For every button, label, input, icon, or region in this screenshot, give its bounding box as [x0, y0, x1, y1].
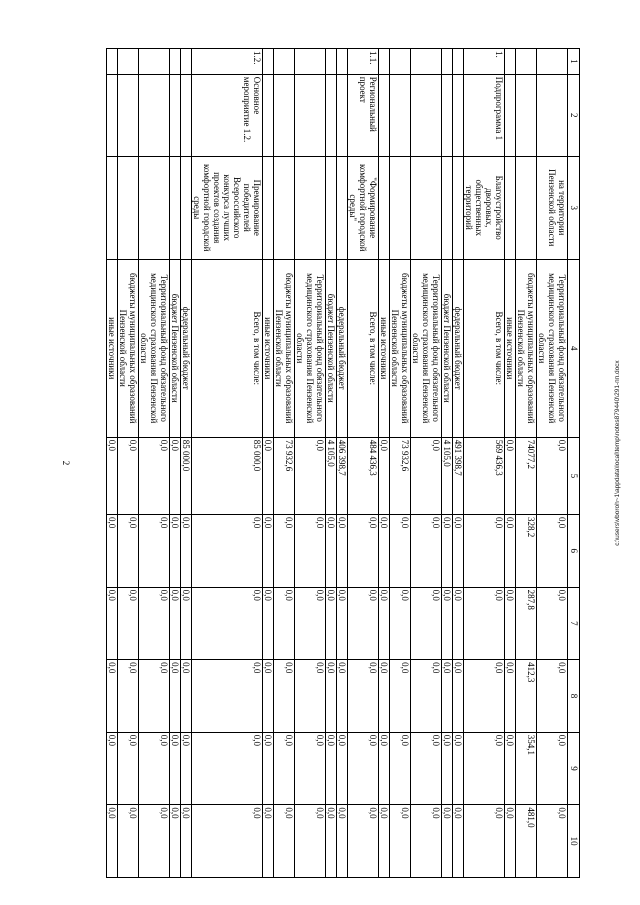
table-row [453, 49, 464, 878]
table-cell-3 [379, 156, 390, 259]
table-cell-4: Всего, в том числе: [464, 259, 505, 437]
table-cell-9: 0,0 [411, 732, 442, 805]
table-cell-3 [505, 156, 516, 259]
header-cell: 9 [568, 732, 580, 805]
table-header-row [568, 49, 580, 878]
table-cell-2: Региональный проект [348, 74, 379, 156]
table-cell-4: бюджеты муниципальных образований Пензенской области [118, 259, 139, 437]
page-number: 2 [61, 460, 71, 466]
table-row [181, 49, 192, 878]
table-cell-9: 0,0 [464, 732, 505, 805]
table-cell-1 [263, 49, 274, 75]
table-cell-9: 0,0 [442, 732, 453, 805]
table-cell-7: 0,0 [326, 587, 337, 660]
table-cell-6: 0,0 [263, 514, 274, 587]
table-cell-5: 0,0 [537, 437, 568, 514]
header-cell: 2 [568, 74, 580, 156]
table-row [464, 49, 505, 878]
table-cell-8: 0,0 [181, 660, 192, 733]
table-cell-3 [139, 156, 170, 259]
table-cell-5: 484 436,3 [348, 437, 379, 514]
table-cell-10: 0,0 [170, 805, 181, 878]
table-cell-7: 0,0 [295, 587, 326, 660]
header-cell: 6 [568, 514, 580, 587]
table-cell-10: 0,0 [274, 805, 295, 878]
table-cell-9: 0,0 [453, 732, 464, 805]
table-cell-1 [537, 49, 568, 75]
table-cell-9: 354,1 [516, 732, 537, 805]
table-cell-5: 0,0 [295, 437, 326, 514]
table-cell-9: 0,0 [181, 732, 192, 805]
table-cell-7: 0,0 [453, 587, 464, 660]
table-cell-8: 0,0 [442, 660, 453, 733]
table-cell-3 [274, 156, 295, 259]
table-cell-8: 0,0 [118, 660, 139, 733]
table-cell-7: 0,0 [464, 587, 505, 660]
table-cell-4: иные источники [379, 259, 390, 437]
table-cell-9: 0,0 [537, 732, 568, 805]
table-cell-8: 0,0 [337, 660, 348, 733]
footer-file-path: c:\users\vboroh~1\appdata\local\temp\notes879440\291-пп.docx [614, 360, 621, 546]
table-cell-7: 0,0 [263, 587, 274, 660]
table-row [274, 49, 295, 878]
table-cell-5: 73 932,6 [390, 437, 411, 514]
table-cell-3 [516, 156, 537, 259]
table-cell-1 [274, 49, 295, 75]
table-cell-9: 0,0 [263, 732, 274, 805]
table-cell-9: 0,0 [390, 732, 411, 805]
funding-table-container [106, 48, 580, 878]
table-cell-10: 0,0 [348, 805, 379, 878]
table-cell-5: 85 000,0 [181, 437, 192, 514]
table-cell-8: 0,0 [537, 660, 568, 733]
table-cell-5: 0,0 [170, 437, 181, 514]
table-cell-10: 0,0 [379, 805, 390, 878]
table-cell-5: 0,0 [379, 437, 390, 514]
table-row [411, 49, 442, 878]
table-cell-7: 0,0 [139, 587, 170, 660]
table-cell-8: 0,0 [348, 660, 379, 733]
table-cell-1 [118, 49, 139, 75]
table-cell-1 [442, 49, 453, 75]
header-cell: 4 [568, 259, 580, 437]
table-cell-6: 0,0 [453, 514, 464, 587]
table-cell-10: 0,0 [295, 805, 326, 878]
table-cell-10: 0,0 [139, 805, 170, 878]
table-cell-8: 0,0 [390, 660, 411, 733]
table-cell-3: Премирование победителей Всероссийского конкурса лучших проектов создания комфортной городской среды [192, 156, 263, 259]
table-cell-2 [442, 74, 453, 156]
table-row [192, 49, 263, 878]
table-cell-4: федеральный бюджет [337, 259, 348, 437]
table-cell-10: 0,0 [263, 805, 274, 878]
table-cell-8: 0,0 [295, 660, 326, 733]
table-cell-5: 85 000,0 [192, 437, 263, 514]
table-cell-7: 0,0 [442, 587, 453, 660]
table-cell-5: 0,0 [263, 437, 274, 514]
table-cell-1 [516, 49, 537, 75]
table-cell-2 [139, 74, 170, 156]
table-cell-8: 0,0 [453, 660, 464, 733]
table-cell-6: 0,0 [181, 514, 192, 587]
table-cell-1: 1. [464, 49, 505, 75]
table-cell-9: 0,0 [118, 732, 139, 805]
table-row [442, 49, 453, 878]
table-cell-2 [453, 74, 464, 156]
table-row [107, 49, 118, 878]
table-cell-8: 0,0 [192, 660, 263, 733]
table-cell-4: федеральный бюджет [181, 259, 192, 437]
table-cell-7: 287,8 [516, 587, 537, 660]
table-cell-6: 0,0 [348, 514, 379, 587]
table-cell-3: на территории Пензенской области [537, 156, 568, 259]
table-cell-6: 0,0 [170, 514, 181, 587]
table-cell-6: 0,0 [537, 514, 568, 587]
table-cell-5: 73 932,6 [274, 437, 295, 514]
table-cell-4: бюджет Пензенской области [170, 259, 181, 437]
table-cell-2 [537, 74, 568, 156]
table-cell-9: 0,0 [295, 732, 326, 805]
table-cell-3 [453, 156, 464, 259]
table-cell-7: 0,0 [411, 587, 442, 660]
table-cell-7: 0,0 [170, 587, 181, 660]
table-row [326, 49, 337, 878]
table-cell-1 [181, 49, 192, 75]
table-cell-8: 0,0 [326, 660, 337, 733]
table-cell-8: 0,0 [379, 660, 390, 733]
table-cell-10: 0,0 [442, 805, 453, 878]
table-cell-6: 0,0 [274, 514, 295, 587]
table-cell-4: Территориальный фонд обязательного медицинского страхования Пензенской области [295, 259, 326, 437]
table-cell-9: 0,0 [139, 732, 170, 805]
table-cell-9: 0,0 [107, 732, 118, 805]
table-row [516, 49, 537, 878]
table-cell-8: 0,0 [139, 660, 170, 733]
table-cell-1 [139, 49, 170, 75]
table-cell-10: 0,0 [181, 805, 192, 878]
table-cell-4: иные источники [107, 259, 118, 437]
table-cell-1 [411, 49, 442, 75]
table-cell-7: 0,0 [107, 587, 118, 660]
table-cell-2 [107, 74, 118, 156]
table-row [139, 49, 170, 878]
table-row [170, 49, 181, 878]
table-cell-2 [263, 74, 274, 156]
table-cell-4: бюджеты муниципальных образований Пензенской области [390, 259, 411, 437]
table-cell-4: Всего, в том числе: [192, 259, 263, 437]
table-cell-2: Подпрограмма 1 [464, 74, 505, 156]
table-cell-2 [181, 74, 192, 156]
table-cell-6: 0,0 [411, 514, 442, 587]
table-cell-3 [390, 156, 411, 259]
table-cell-6: 0,0 [337, 514, 348, 587]
table-cell-3: Благоустройство дворовых, общественных территорий [464, 156, 505, 259]
table-cell-6: 0,0 [192, 514, 263, 587]
table-cell-10: 0,0 [411, 805, 442, 878]
table-cell-2 [118, 74, 139, 156]
table-cell-2 [379, 74, 390, 156]
table-cell-2 [295, 74, 326, 156]
table-cell-2 [274, 74, 295, 156]
table-cell-5: 406 398,7 [337, 437, 348, 514]
table-cell-9: 0,0 [348, 732, 379, 805]
table-cell-4: бюджеты муниципальных образований Пензенской области [516, 259, 537, 437]
table-cell-8: 0,0 [411, 660, 442, 733]
table-cell-5: 0,0 [118, 437, 139, 514]
header-cell: 10 [568, 805, 580, 878]
table-cell-3 [170, 156, 181, 259]
table-cell-2: Основное мероприятие 1.2. [192, 74, 263, 156]
header-cell: 5 [568, 437, 580, 514]
table-cell-6: 0,0 [295, 514, 326, 587]
table-cell-7: 0,0 [337, 587, 348, 660]
table-cell-7: 0,0 [348, 587, 379, 660]
header-cell: 1 [568, 49, 580, 75]
table-cell-2 [170, 74, 181, 156]
header-cell: 3 [568, 156, 580, 259]
table-cell-4: Территориальный фонд обязательного медицинского страхования Пензенской области [139, 259, 170, 437]
table-cell-10: 0,0 [390, 805, 411, 878]
table-cell-4: федеральный бюджет [453, 259, 464, 437]
table-cell-10: 0,0 [326, 805, 337, 878]
table-row [505, 49, 516, 878]
table-cell-4: Территориальный фонд обязательного медицинского страхования Пензенской области [537, 259, 568, 437]
table-cell-4: бюджет Пензенской области [326, 259, 337, 437]
table-cell-3 [295, 156, 326, 259]
table-cell-1 [107, 49, 118, 75]
table-cell-6: 0,0 [442, 514, 453, 587]
table-row [348, 49, 379, 878]
table-row [390, 49, 411, 878]
table-row [295, 49, 326, 878]
table-cell-3 [411, 156, 442, 259]
table-cell-8: 0,0 [263, 660, 274, 733]
table-cell-6: 0,0 [390, 514, 411, 587]
table-cell-7: 0,0 [118, 587, 139, 660]
table-cell-5: 0,0 [107, 437, 118, 514]
table-cell-6: 328,2 [516, 514, 537, 587]
table-cell-10: 0,0 [118, 805, 139, 878]
header-cell: 8 [568, 660, 580, 733]
table-row [337, 49, 348, 878]
table-cell-8: 0,0 [107, 660, 118, 733]
table-cell-3 [263, 156, 274, 259]
table-cell-5: 74077,2 [516, 437, 537, 514]
table-cell-6: 0,0 [107, 514, 118, 587]
table-cell-2 [516, 74, 537, 156]
table-cell-9: 0,0 [326, 732, 337, 805]
table-row [263, 49, 274, 878]
table-cell-6: 0,0 [379, 514, 390, 587]
table-cell-10: 0,0 [464, 805, 505, 878]
table-cell-2 [326, 74, 337, 156]
table-cell-2 [337, 74, 348, 156]
table-cell-3 [107, 156, 118, 259]
table-cell-7: 0,0 [390, 587, 411, 660]
table-cell-6: 0,0 [118, 514, 139, 587]
table-cell-5: 4 105,0 [442, 437, 453, 514]
table-cell-9: 0,0 [170, 732, 181, 805]
table-cell-1 [453, 49, 464, 75]
table-cell-3 [181, 156, 192, 259]
table-cell-9: 0,0 [337, 732, 348, 805]
table-cell-3 [337, 156, 348, 259]
table-cell-1: 1.2. [192, 49, 263, 75]
table-row [118, 49, 139, 878]
table-cell-8: 0,0 [505, 660, 516, 733]
table-cell-2 [411, 74, 442, 156]
table-cell-8: 0,0 [464, 660, 505, 733]
table-cell-5: 0,0 [411, 437, 442, 514]
table-cell-4: бюджет Пензенской области [442, 259, 453, 437]
funding-table [106, 48, 580, 878]
table-cell-3 [118, 156, 139, 259]
table-cell-4: иные источники [263, 259, 274, 437]
table-cell-7: 0,0 [505, 587, 516, 660]
table-cell-4: Всего, в том числе: [348, 259, 379, 437]
table-cell-1 [390, 49, 411, 75]
table-cell-4: бюджеты муниципальных образований Пензенской области [274, 259, 295, 437]
table-cell-9: 0,0 [192, 732, 263, 805]
table-cell-6: 0,0 [464, 514, 505, 587]
table-cell-1 [326, 49, 337, 75]
table-cell-9: 0,0 [379, 732, 390, 805]
table-row [379, 49, 390, 878]
table-cell-5: 491 398,7 [453, 437, 464, 514]
table-cell-1 [379, 49, 390, 75]
table-cell-3 [326, 156, 337, 259]
table-cell-1: 1.1. [348, 49, 379, 75]
table-cell-6: 0,0 [505, 514, 516, 587]
table-cell-8: 412,3 [516, 660, 537, 733]
table-cell-10: 0,0 [192, 805, 263, 878]
table-cell-3 [442, 156, 453, 259]
table-cell-2 [505, 74, 516, 156]
table-row [537, 49, 568, 878]
table-cell-10: 0,0 [453, 805, 464, 878]
table-cell-10: 0,0 [107, 805, 118, 878]
table-cell-8: 0,0 [274, 660, 295, 733]
header-cell: 7 [568, 587, 580, 660]
table-cell-1 [505, 49, 516, 75]
table-cell-9: 0,0 [505, 732, 516, 805]
table-cell-1 [170, 49, 181, 75]
table-cell-10: 481,0 [516, 805, 537, 878]
table-cell-8: 0,0 [170, 660, 181, 733]
table-cell-3: "Формирование комфортной городской среды" [348, 156, 379, 259]
table-cell-1 [337, 49, 348, 75]
table-cell-7: 0,0 [379, 587, 390, 660]
table-cell-7: 0,0 [274, 587, 295, 660]
table-cell-10: 0,0 [537, 805, 568, 878]
table-cell-10: 0,0 [337, 805, 348, 878]
table-cell-5: 4 105,0 [326, 437, 337, 514]
table-cell-5: 0,0 [139, 437, 170, 514]
table-cell-4: Территориальный фонд обязательного медицинского страхования Пензенской области [411, 259, 442, 437]
table-cell-6: 0,0 [139, 514, 170, 587]
table-cell-5: 0,0 [505, 437, 516, 514]
table-cell-6: 0,0 [326, 514, 337, 587]
table-cell-5: 569 436,3 [464, 437, 505, 514]
table-cell-4: иные источники [505, 259, 516, 437]
table-cell-7: 0,0 [537, 587, 568, 660]
table-cell-9: 0,0 [274, 732, 295, 805]
table-cell-10: 0,0 [505, 805, 516, 878]
table-cell-2 [390, 74, 411, 156]
table-cell-7: 0,0 [192, 587, 263, 660]
table-cell-7: 0,0 [181, 587, 192, 660]
table-cell-1 [295, 49, 326, 75]
